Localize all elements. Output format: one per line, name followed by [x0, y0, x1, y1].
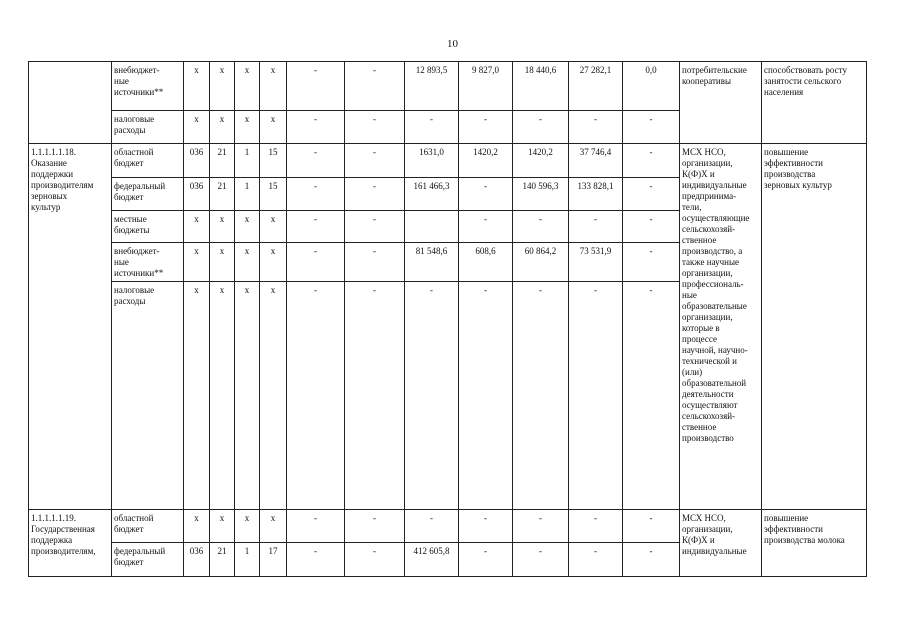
- table-row: [29, 144, 867, 178]
- amount-cell: -: [623, 211, 680, 243]
- funding-source-cell: внебюджет- ные источники**: [112, 62, 184, 111]
- budget-code-cell: x: [235, 282, 260, 510]
- amount-cell: -: [405, 510, 459, 543]
- dash-cell: -: [345, 62, 405, 111]
- dash-cell: -: [345, 211, 405, 243]
- funding-source-cell: областной бюджет: [112, 510, 184, 543]
- budget-code-cell: x: [235, 510, 260, 543]
- amount-cell: -: [513, 282, 569, 510]
- amount-cell: 12 893,5: [405, 62, 459, 111]
- amount-cell: -: [459, 543, 513, 577]
- amount-cell: -: [623, 144, 680, 178]
- amount-cell: 18 440,6: [513, 62, 569, 111]
- amount-cell: 140 596,3: [513, 178, 569, 211]
- executor-cell: МСХ НСО, организации, К(Ф)Х и индивидуальные предпринима- тели, осуществляющие сельскохозяй- ственное производство, а также научные организации, профессиональ- ные образовательные организации, которые в процессе научной, научно- технической и (или) образовательной деятельности осуществляют сельскохозяй- ственное производство: [680, 144, 762, 510]
- amount-cell: 9 827,0: [459, 62, 513, 111]
- budget-code-cell: x: [235, 62, 260, 111]
- dash-cell: -: [345, 243, 405, 282]
- dash-cell: -: [345, 111, 405, 144]
- amount-cell: -: [569, 282, 623, 510]
- amount-cell: -: [513, 111, 569, 144]
- dash-cell: -: [345, 543, 405, 577]
- measure-cell: 1.1.1.1.1.18. Оказание поддержки производителям зерновых культур: [29, 144, 112, 510]
- budget-code-cell: x: [210, 211, 235, 243]
- dash-cell: -: [345, 144, 405, 178]
- amount-cell: -: [405, 111, 459, 144]
- budget-code-cell: x: [210, 111, 235, 144]
- budget-code-cell: x: [235, 243, 260, 282]
- amount-cell: -: [623, 243, 680, 282]
- dash-cell: -: [287, 62, 345, 111]
- table-row: [29, 510, 867, 543]
- amount-cell: -: [513, 543, 569, 577]
- budget-code-cell: 21: [210, 178, 235, 211]
- dash-cell: -: [287, 211, 345, 243]
- budget-code-cell: 15: [260, 178, 287, 211]
- budget-code-cell: x: [210, 510, 235, 543]
- amount-cell: 133 828,1: [569, 178, 623, 211]
- amount-cell: -: [459, 178, 513, 211]
- dash-cell: -: [287, 543, 345, 577]
- amount-cell: -: [569, 211, 623, 243]
- amount-cell: 1631,0: [405, 144, 459, 178]
- amount-cell: -: [459, 282, 513, 510]
- funding-source-cell: налоговые расходы: [112, 282, 184, 510]
- amount-cell: 0,0: [623, 62, 680, 111]
- measure-cell: 1.1.1.1.1.19. Государственная поддержка производителям,: [29, 510, 112, 577]
- amount-cell: -: [623, 543, 680, 577]
- budget-code-cell: 15: [260, 144, 287, 178]
- page-number: 10: [447, 38, 458, 50]
- amount-cell: 81 548,6: [405, 243, 459, 282]
- budget-code-cell: 036: [184, 543, 210, 577]
- executor-cell: потребительские кооперативы: [680, 62, 762, 144]
- budget-code-cell: 17: [260, 543, 287, 577]
- amount-cell: 1420,2: [459, 144, 513, 178]
- budget-code-cell: 1: [235, 178, 260, 211]
- funding-source-cell: областной бюджет: [112, 144, 184, 178]
- dash-cell: -: [345, 510, 405, 543]
- budget-code-cell: 1: [235, 144, 260, 178]
- budget-code-cell: 036: [184, 178, 210, 211]
- amount-cell: 73 531,9: [569, 243, 623, 282]
- amount-cell: -: [623, 510, 680, 543]
- amount-cell: -: [405, 282, 459, 510]
- budget-code-cell: x: [184, 62, 210, 111]
- budget-code-cell: x: [260, 111, 287, 144]
- amount-cell: -: [459, 211, 513, 243]
- amount-cell: -: [569, 543, 623, 577]
- funding-source-cell: местные бюджеты: [112, 211, 184, 243]
- budget-code-cell: x: [235, 111, 260, 144]
- dash-cell: -: [287, 111, 345, 144]
- funding-source-cell: федеральный бюджет: [112, 178, 184, 211]
- budget-code-cell: 21: [210, 543, 235, 577]
- dash-cell: -: [345, 178, 405, 211]
- budget-code-cell: x: [235, 211, 260, 243]
- dash-cell: -: [345, 282, 405, 510]
- budget-code-cell: x: [210, 282, 235, 510]
- amount-cell: -: [623, 111, 680, 144]
- budget-code-cell: x: [184, 211, 210, 243]
- amount-cell: -: [569, 111, 623, 144]
- amount-cell: 1420,2: [513, 144, 569, 178]
- amount-cell: 161 466,3: [405, 178, 459, 211]
- budget-code-cell: x: [184, 510, 210, 543]
- measure-cell: [29, 62, 112, 144]
- amount-cell: -: [459, 510, 513, 543]
- dash-cell: -: [287, 282, 345, 510]
- amount-cell: -: [459, 111, 513, 144]
- funding-source-cell: налоговые расходы: [112, 111, 184, 144]
- budget-code-cell: x: [210, 62, 235, 111]
- table-row: [29, 62, 867, 111]
- executor-cell: МСХ НСО, организации, К(Ф)Х и индивидуальные: [680, 510, 762, 577]
- budget-code-cell: x: [260, 510, 287, 543]
- budget-code-cell: x: [260, 243, 287, 282]
- expected-result-cell: повышение эффективности производства молока: [762, 510, 867, 577]
- amount-cell: 27 282,1: [569, 62, 623, 111]
- expected-result-cell: повышение эффективности производства зерновых культур: [762, 144, 867, 510]
- amount-cell: -: [623, 178, 680, 211]
- dash-cell: -: [287, 243, 345, 282]
- amount-cell: 412 605,8: [405, 543, 459, 577]
- budget-code-cell: x: [210, 243, 235, 282]
- budget-code-cell: x: [184, 243, 210, 282]
- budget-code-cell: x: [260, 282, 287, 510]
- amount-cell: -: [513, 510, 569, 543]
- dash-cell: -: [287, 144, 345, 178]
- dash-cell: -: [287, 510, 345, 543]
- amount-cell: -: [513, 211, 569, 243]
- budget-code-cell: x: [260, 62, 287, 111]
- budget-code-cell: x: [184, 282, 210, 510]
- budget-code-cell: x: [184, 111, 210, 144]
- funding-source-cell: внебюджет- ные источники**: [112, 243, 184, 282]
- amount-cell: 37 746,4: [569, 144, 623, 178]
- budget-code-cell: x: [260, 211, 287, 243]
- budget-code-cell: 036: [184, 144, 210, 178]
- amount-cell: -: [569, 510, 623, 543]
- amount-cell: [405, 211, 459, 243]
- budget-code-cell: 1: [235, 543, 260, 577]
- amount-cell: 60 864,2: [513, 243, 569, 282]
- budget-code-cell: 21: [210, 144, 235, 178]
- amount-cell: -: [623, 282, 680, 510]
- funding-source-cell: федеральный бюджет: [112, 543, 184, 577]
- expected-result-cell: способствовать росту занятости сельского населения: [762, 62, 867, 144]
- amount-cell: 608,6: [459, 243, 513, 282]
- program-budget-table: [28, 61, 867, 577]
- dash-cell: -: [287, 178, 345, 211]
